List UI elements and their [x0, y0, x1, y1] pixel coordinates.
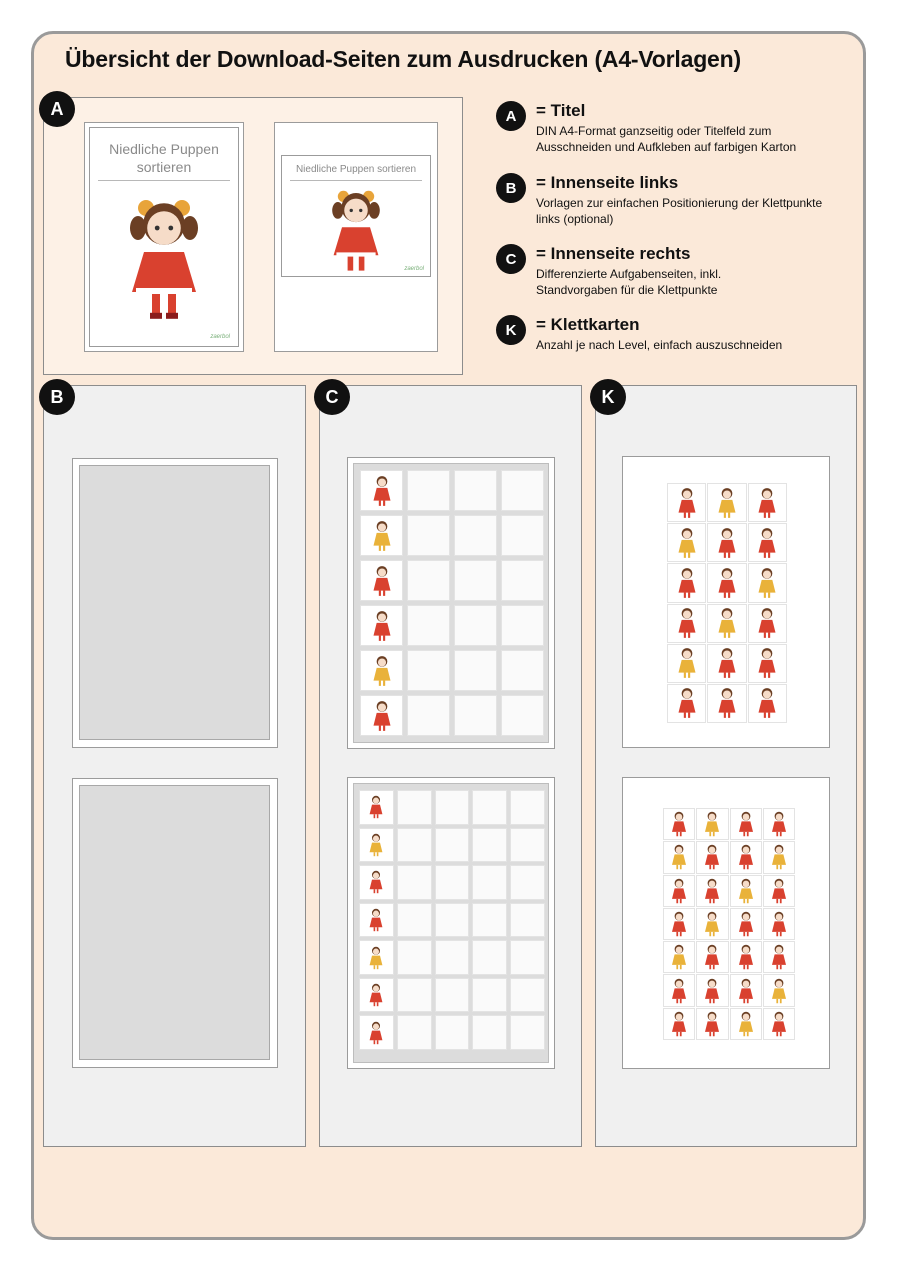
doll-thumbnail — [737, 977, 755, 1005]
doll-card — [360, 650, 403, 691]
doll-card — [360, 605, 403, 646]
empty-slot — [435, 1015, 470, 1050]
doll-illustration — [124, 192, 204, 320]
doll-card — [360, 470, 403, 511]
doll-card — [730, 941, 762, 973]
doll-card — [667, 644, 706, 683]
empty-slot — [454, 470, 497, 511]
badge-b: B — [39, 379, 75, 415]
doll-thumbnail — [770, 910, 788, 938]
inner-left-page-1 — [72, 458, 278, 748]
velcro-template-area-2 — [79, 785, 270, 1060]
doll-card — [763, 908, 795, 940]
publisher-logo-small: zaerbol — [404, 266, 424, 272]
doll-card — [663, 974, 695, 1006]
empty-slot — [407, 695, 450, 736]
empty-slot — [407, 605, 450, 646]
empty-slot — [510, 865, 545, 900]
doll-card — [763, 974, 795, 1006]
doll-card — [707, 483, 746, 522]
doll-thumbnail — [756, 686, 778, 720]
doll-thumbnail — [368, 832, 384, 858]
doll-card — [763, 841, 795, 873]
doll-card — [663, 808, 695, 840]
empty-slot — [407, 650, 450, 691]
empty-slot — [435, 903, 470, 938]
doll-card — [763, 808, 795, 840]
doll-card — [360, 560, 403, 601]
legend-heading-b: = Innenseite links — [536, 173, 679, 192]
doll-thumbnail — [670, 877, 688, 905]
doll-card — [696, 808, 728, 840]
doll-card — [707, 604, 746, 643]
empty-slot — [397, 940, 432, 975]
page-title: Übersicht der Download-Seiten zum Ausdrucken (A4-Vorlagen) — [65, 46, 741, 72]
doll-card — [707, 684, 746, 723]
doll-card — [667, 563, 706, 602]
doll-thumbnail — [676, 606, 698, 640]
task-grid-1 — [360, 470, 544, 736]
full-cover-page — [84, 122, 244, 352]
doll-card — [359, 790, 394, 825]
empty-slot — [435, 865, 470, 900]
doll-card — [696, 841, 728, 873]
doll-thumbnail — [371, 564, 393, 598]
empty-slot — [407, 560, 450, 601]
doll-card — [359, 865, 394, 900]
legend-heading-k: = Klettkarten — [536, 315, 640, 334]
doll-card — [748, 604, 787, 643]
doll-thumbnail — [670, 943, 688, 971]
doll-card — [730, 841, 762, 873]
cover-title-large: Niedliche Puppen sortieren — [109, 141, 219, 175]
doll-card — [359, 940, 394, 975]
empty-slot — [472, 828, 507, 863]
legend-text-a: DIN A4-Format ganzseitig oder Titelfeld zum Ausschneiden und Aufkleben auf farbigen Karton — [536, 124, 797, 154]
doll-thumbnail — [368, 1020, 384, 1046]
empty-slot — [407, 515, 450, 556]
empty-slot — [397, 790, 432, 825]
empty-slot — [397, 903, 432, 938]
doll-thumbnail — [737, 877, 755, 905]
empty-slot — [501, 695, 544, 736]
empty-slot — [472, 1015, 507, 1050]
doll-thumbnail — [737, 810, 755, 838]
doll-card — [763, 941, 795, 973]
empty-slot — [510, 828, 545, 863]
empty-slot — [501, 515, 544, 556]
empty-slot — [435, 940, 470, 975]
doll-thumbnail — [716, 566, 738, 600]
panel-velcro-cards — [595, 385, 857, 1147]
velcro-cards-page-1 — [622, 456, 830, 748]
doll-card — [663, 1008, 695, 1040]
legend-text-b: Vorlagen zur einfachen Positionierung der Klettpunkte links (optional) — [536, 196, 823, 226]
empty-slot — [397, 828, 432, 863]
publisher-logo: zaerbol — [210, 334, 230, 340]
doll-thumbnail — [703, 1010, 721, 1038]
doll-card — [748, 523, 787, 562]
doll-illustration-small — [328, 185, 384, 275]
doll-card — [696, 974, 728, 1006]
doll-card — [359, 903, 394, 938]
doll-card — [730, 875, 762, 907]
doll-thumbnail — [703, 877, 721, 905]
doll-thumbnail — [716, 486, 738, 520]
empty-slot — [472, 903, 507, 938]
doll-thumbnail — [737, 843, 755, 871]
doll-thumbnail — [737, 1010, 755, 1038]
doll-thumbnail — [737, 910, 755, 938]
task-page-level-1 — [347, 457, 555, 749]
doll-card — [748, 563, 787, 602]
doll-thumbnail — [703, 910, 721, 938]
legend-text-k: Anzahl je nach Level, einfach auszuschneiden — [536, 338, 783, 352]
empty-slot — [397, 865, 432, 900]
doll-thumbnail — [676, 686, 698, 720]
doll-card — [730, 908, 762, 940]
empty-slot — [454, 515, 497, 556]
doll-thumbnail — [716, 526, 738, 560]
doll-card — [748, 483, 787, 522]
doll-card — [730, 974, 762, 1006]
doll-thumbnail — [703, 843, 721, 871]
doll-card — [707, 644, 746, 683]
task-grid-2 — [359, 790, 545, 1050]
doll-thumbnail — [368, 982, 384, 1008]
doll-card — [696, 875, 728, 907]
doll-thumbnail — [770, 810, 788, 838]
doll-card — [730, 808, 762, 840]
legend-heading-c: = Innenseite rechts — [536, 244, 691, 263]
doll-card — [730, 1008, 762, 1040]
doll-card — [667, 604, 706, 643]
doll-thumbnail — [756, 606, 778, 640]
doll-card — [663, 908, 695, 940]
doll-card — [667, 523, 706, 562]
panel-title-pages — [43, 97, 463, 375]
full-cover-inner-frame — [89, 127, 239, 347]
doll-card — [663, 875, 695, 907]
doll-thumbnail — [770, 943, 788, 971]
legend-badge-b: B — [496, 173, 526, 203]
doll-card — [748, 644, 787, 683]
doll-card — [359, 978, 394, 1013]
doll-thumbnail — [770, 843, 788, 871]
empty-slot — [435, 828, 470, 863]
velcro-card-grid-1 — [667, 483, 787, 723]
doll-thumbnail — [770, 1010, 788, 1038]
empty-slot — [435, 790, 470, 825]
doll-thumbnail — [371, 609, 393, 643]
empty-slot — [472, 978, 507, 1013]
doll-thumbnail — [368, 794, 384, 820]
doll-thumbnail — [371, 474, 393, 508]
doll-thumbnail — [716, 606, 738, 640]
cover-title-small: Niedliche Puppen sortieren — [295, 164, 417, 175]
doll-thumbnail — [703, 977, 721, 1005]
doll-thumbnail — [676, 486, 698, 520]
badge-c: C — [314, 379, 350, 415]
empty-slot — [435, 978, 470, 1013]
doll-thumbnail — [676, 566, 698, 600]
empty-slot — [510, 978, 545, 1013]
doll-thumbnail — [756, 486, 778, 520]
doll-thumbnail — [770, 877, 788, 905]
task-grid-frame-2 — [353, 783, 549, 1063]
cover-title-rule — [98, 180, 230, 181]
doll-card — [667, 483, 706, 522]
panel-inner-right — [319, 385, 582, 1147]
doll-card — [748, 684, 787, 723]
legend-badge-a: A — [496, 101, 526, 131]
empty-slot — [407, 470, 450, 511]
doll-thumbnail — [371, 654, 393, 688]
empty-slot — [397, 1015, 432, 1050]
empty-slot — [510, 790, 545, 825]
doll-thumbnail — [770, 977, 788, 1005]
velcro-card-grid-2 — [663, 808, 795, 1040]
doll-card — [763, 875, 795, 907]
empty-slot — [501, 605, 544, 646]
inner-left-page-2 — [72, 778, 278, 1068]
doll-card — [763, 1008, 795, 1040]
empty-slot — [454, 695, 497, 736]
doll-card — [663, 841, 695, 873]
doll-thumbnail — [670, 810, 688, 838]
title-field-frame — [281, 155, 431, 277]
title-field-page — [274, 122, 438, 352]
empty-slot — [472, 790, 507, 825]
velcro-cards-page-2 — [622, 777, 830, 1069]
doll-card — [707, 523, 746, 562]
doll-thumbnail — [737, 943, 755, 971]
legend-heading-a: = Titel — [536, 101, 586, 120]
empty-slot — [454, 605, 497, 646]
doll-card — [663, 941, 695, 973]
empty-slot — [501, 650, 544, 691]
doll-thumbnail — [670, 1010, 688, 1038]
empty-slot — [510, 903, 545, 938]
doll-thumbnail — [676, 646, 698, 680]
doll-thumbnail — [670, 910, 688, 938]
doll-card — [696, 941, 728, 973]
doll-card — [707, 563, 746, 602]
panel-inner-left — [43, 385, 306, 1147]
empty-slot — [472, 865, 507, 900]
doll-thumbnail — [756, 646, 778, 680]
legend-text-c: Differenzierte Aufgabenseiten, inkl. Standvorgaben für die Klettpunkte — [536, 267, 722, 297]
doll-thumbnail — [371, 519, 393, 553]
doll-thumbnail — [676, 526, 698, 560]
doll-card — [359, 828, 394, 863]
doll-thumbnail — [670, 977, 688, 1005]
empty-slot — [454, 650, 497, 691]
badge-a: A — [39, 91, 75, 127]
doll-thumbnail — [371, 699, 393, 733]
doll-thumbnail — [368, 907, 384, 933]
doll-card — [696, 1008, 728, 1040]
title-field-rule — [290, 180, 422, 181]
doll-card — [360, 695, 403, 736]
task-grid-frame-1 — [353, 463, 549, 743]
badge-k: K — [590, 379, 626, 415]
doll-thumbnail — [670, 843, 688, 871]
doll-thumbnail — [703, 943, 721, 971]
empty-slot — [510, 940, 545, 975]
doll-thumbnail — [756, 526, 778, 560]
doll-thumbnail — [756, 566, 778, 600]
doll-thumbnail — [368, 945, 384, 971]
doll-card — [359, 1015, 394, 1050]
empty-slot — [501, 470, 544, 511]
empty-slot — [501, 560, 544, 601]
doll-thumbnail — [703, 810, 721, 838]
doll-card — [667, 684, 706, 723]
empty-slot — [510, 1015, 545, 1050]
task-page-level-2 — [347, 777, 555, 1069]
doll-thumbnail — [716, 686, 738, 720]
velcro-template-area-1 — [79, 465, 270, 740]
doll-thumbnail — [368, 869, 384, 895]
legend-badge-c: C — [496, 244, 526, 274]
empty-slot — [472, 940, 507, 975]
doll-card — [360, 515, 403, 556]
legend-badge-k: K — [496, 315, 526, 345]
doll-thumbnail — [716, 646, 738, 680]
empty-slot — [397, 978, 432, 1013]
empty-slot — [454, 560, 497, 601]
doll-card — [696, 908, 728, 940]
